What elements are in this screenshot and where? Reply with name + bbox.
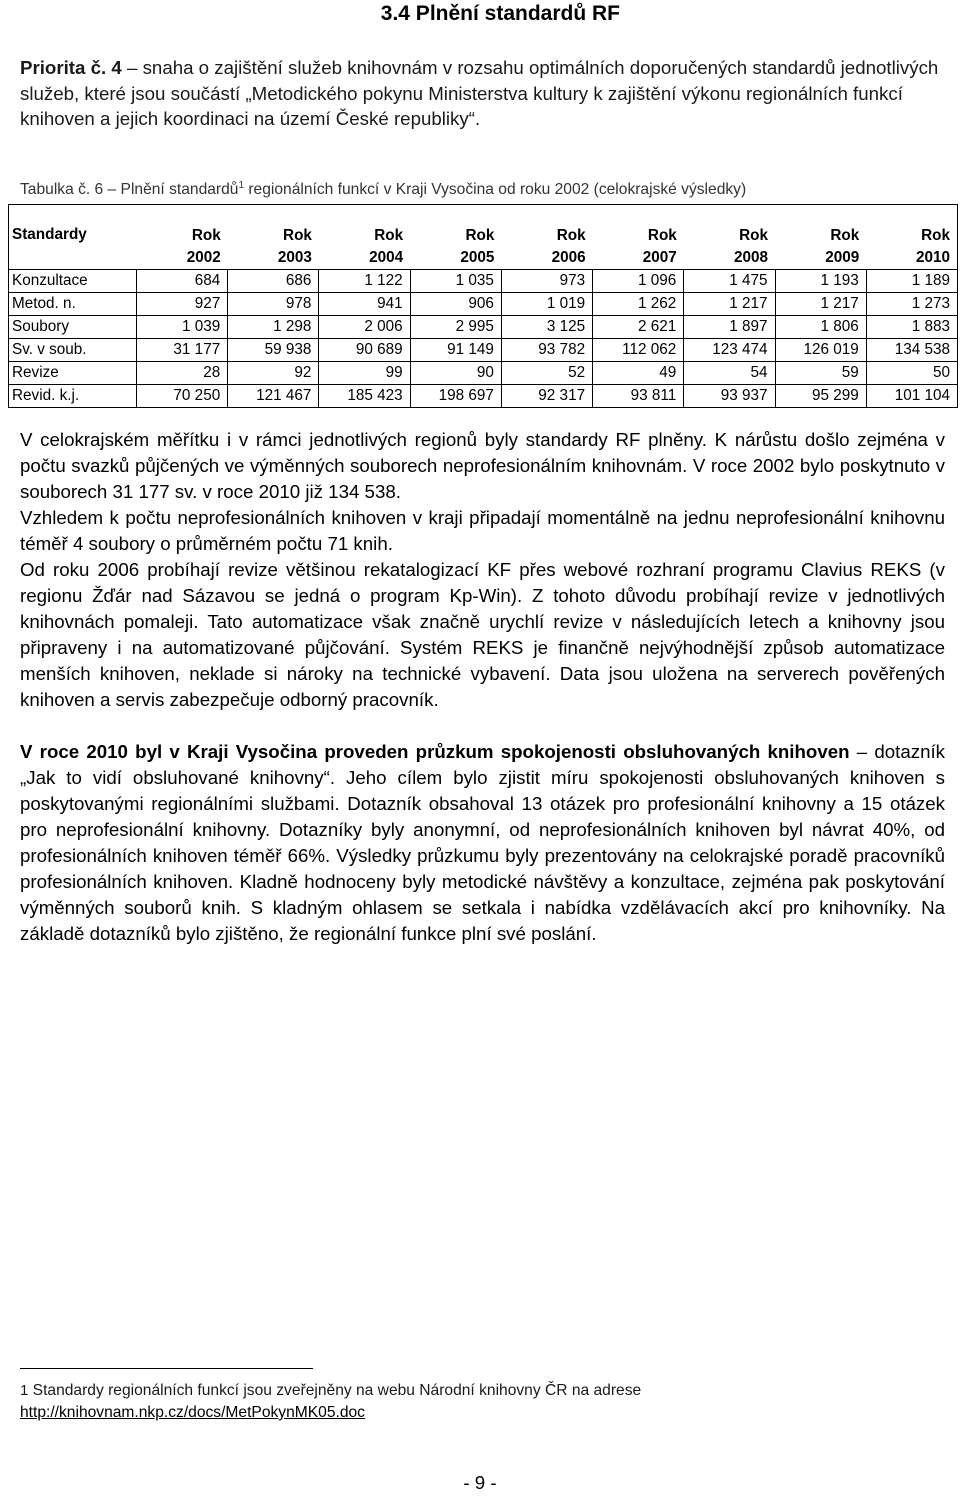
table-cell: 1 897 [684, 316, 775, 339]
table-cell: 49 [593, 362, 684, 385]
table-cell: 90 [410, 362, 501, 385]
table-cell: 2 621 [593, 316, 684, 339]
table-cell: 1 039 [137, 316, 228, 339]
table-row [9, 293, 958, 316]
header-year-2008 [684, 205, 775, 270]
table-row [9, 316, 958, 339]
table-cell: 93 937 [684, 385, 775, 408]
header-year-value: 2007 [642, 249, 677, 266]
priority-dash: – [121, 57, 143, 78]
header-year-value: 2005 [460, 249, 495, 266]
row-label: Metod. n. [9, 293, 137, 316]
header-rok-label: Rok [374, 227, 404, 244]
footnote [20, 1380, 641, 1424]
table-cell: 1 273 [866, 293, 957, 316]
row-label: Sv. v soub. [9, 339, 137, 362]
table-cell: 1 298 [228, 316, 319, 339]
priority-paragraph [20, 55, 940, 132]
row-label: Revid. k.j. [9, 385, 137, 408]
table-header-row [9, 205, 958, 270]
priority-label: Priorita č. 4 [20, 57, 122, 78]
table-cell: 93 811 [593, 385, 684, 408]
section-heading: 3.4 Plnění standardů RF [380, 2, 620, 25]
header-year-2006 [501, 205, 592, 270]
header-standardy: Standardy [12, 226, 87, 243]
footnote-number: 1 [20, 1382, 29, 1399]
paragraph-2: Vzhledem k počtu neprofesionálních knihoven v kraji připadají momentálně na jednu neprofesionální knihovnu téměř 4 soubory o průměrném počtu 71 knih. [20, 507, 945, 554]
table-cell: 686 [228, 270, 319, 293]
table-row [9, 339, 958, 362]
table-cell: 99 [319, 362, 410, 385]
table-cell: 95 299 [775, 385, 866, 408]
table-cell: 91 149 [410, 339, 501, 362]
paragraph-1: V celokrajském měřítku i v rámci jednotlivých regionů byly standardy RF plněny. K nárůstu došlo zejména v počtu svazků půjčených ve výměnných souborech neprofesionálním knihovnám. V roce 2002 bylo poskytnuto v souborech 31 177 sv. v roce 2010 již 134 538. [20, 429, 945, 502]
table-cell: 1 475 [684, 270, 775, 293]
table-cell: 1 189 [866, 270, 957, 293]
header-rok-label: Rok [830, 227, 860, 244]
table-cell: 1 262 [593, 293, 684, 316]
table-cell: 123 474 [684, 339, 775, 362]
header-rok-label: Rok [556, 227, 586, 244]
header-year-2010 [866, 205, 957, 270]
table-body [9, 270, 958, 408]
header-year-value: 2003 [277, 249, 312, 266]
header-rok-label: Rok [283, 227, 312, 244]
header-rok-label: Rok [921, 227, 950, 244]
table-cell: 50 [866, 362, 957, 385]
header-year-2003 [228, 205, 319, 270]
table-cell: 185 423 [319, 385, 410, 408]
header-year-2005 [410, 205, 501, 270]
table-cell: 927 [137, 293, 228, 316]
header-year-2002 [137, 205, 228, 270]
standards-table [8, 204, 958, 408]
table-cell: 1 193 [775, 270, 866, 293]
header-rok-label: Rok [739, 227, 769, 244]
table-cell: 134 538 [866, 339, 957, 362]
table-cell: 684 [137, 270, 228, 293]
table-cell: 973 [501, 270, 592, 293]
header-year-value: 2008 [734, 249, 769, 266]
table-cell: 126 019 [775, 339, 866, 362]
table-cell: 59 938 [228, 339, 319, 362]
body-text [20, 427, 945, 947]
table-cell: 59 [775, 362, 866, 385]
table-cell: 2 006 [319, 316, 410, 339]
paragraph-3: Od roku 2006 probíhají revize většinou rekatalogizací KF přes webové rozhraní programu Clavius REKS (v regionu Žďár nad Sázavou se jedná o program Kp-Win). Z tohoto důvodu probíhají revize v jednotlivých knihovnách pomaleji. Tato automatizace však značně urychlí revize v následujících letech a knihovny jsou připraveny i na automatizované půjčování. Systém REKS je finančně nejvýhodnější způsob automatizace menších knihoven, neklade si nároky na technické vybavení. Data jsou uložena na serverech pověřených knihoven a servis zabezpečuje odborný pracovník. [20, 559, 945, 710]
table-cell: 1 217 [775, 293, 866, 316]
table-caption [20, 180, 746, 199]
table-cell: 52 [501, 362, 592, 385]
table-caption-prefix: Tabulka č. 6 – Plnění standardů [20, 181, 239, 199]
table-cell: 941 [319, 293, 410, 316]
table-cell: 198 697 [410, 385, 501, 408]
table-cell: 92 [228, 362, 319, 385]
row-label: Revize [9, 362, 137, 385]
footnote-ref: 1 [238, 180, 245, 191]
table-cell: 906 [410, 293, 501, 316]
priority-text: snaha o zajištění služeb knihovnám v rozsahu optimálních doporučených standardů jednotlivých služeb, které jsou součástí „Metodického pokynu Ministerstva kultury k zajištění výkonu regionálních funkcí knihoven a jejich koordinaci na území České republiky“. [20, 57, 939, 129]
table-cell: 1 883 [866, 316, 957, 339]
table-row [9, 385, 958, 408]
header-year-value: 2006 [551, 249, 586, 266]
paragraph-4-bold: V roce 2010 byl v Kraji Vysočina proveden průzkum spokojenosti obsluhovaných knihoven [20, 741, 850, 762]
table-row [9, 362, 958, 385]
header-year-value: 2004 [369, 249, 404, 266]
table-cell: 978 [228, 293, 319, 316]
table-caption-suffix: regionálních funkcí v Kraji Vysočina od roku 2002 (celokrajské výsledky) [244, 181, 747, 199]
header-year-value: 2010 [915, 249, 950, 266]
footnote-text: Standardy regionálních funkcí jsou zveřejněny na webu Národní knihovny ČR na adrese [28, 1382, 642, 1399]
page-number: - 9 - [463, 1472, 497, 1493]
header-rok-label: Rok [191, 227, 221, 244]
paragraph-4 [20, 739, 945, 947]
table-cell: 1 122 [319, 270, 410, 293]
footnote-link[interactable]: http://knihovnam.nkp.cz/docs/MetPokynMK05.doc [20, 1404, 365, 1421]
table-row [9, 270, 958, 293]
table-cell: 90 689 [319, 339, 410, 362]
table-cell: 1 096 [593, 270, 684, 293]
table-cell: 2 995 [410, 316, 501, 339]
table-cell: 92 317 [501, 385, 592, 408]
table-cell: 1 806 [775, 316, 866, 339]
table-cell: 112 062 [593, 339, 684, 362]
table-cell: 101 104 [866, 385, 957, 408]
table-cell: 1 019 [501, 293, 592, 316]
table-cell: 3 125 [501, 316, 592, 339]
table-cell: 54 [684, 362, 775, 385]
table-cell: 70 250 [137, 385, 228, 408]
table-cell: 93 782 [501, 339, 592, 362]
table-cell: 1 217 [684, 293, 775, 316]
header-year-value: 2009 [825, 249, 860, 266]
header-rok-label: Rok [465, 227, 495, 244]
table-cell: 28 [137, 362, 228, 385]
table-cell: 31 177 [137, 339, 228, 362]
table-cell: 121 467 [228, 385, 319, 408]
header-year-2004 [319, 205, 410, 270]
header-year-2007 [593, 205, 684, 270]
table-cell: 1 035 [410, 270, 501, 293]
footnote-divider [20, 1368, 313, 1369]
header-year-value: 2002 [186, 249, 221, 266]
row-label: Soubory [9, 316, 137, 339]
header-year-2009 [775, 205, 866, 270]
row-label: Konzultace [9, 270, 137, 293]
header-rok-label: Rok [647, 227, 677, 244]
paragraph-4-rest: – dotazník „Jak to vidí obsluhované knihovny“. Jeho cílem bylo zjistit míru spokojenosti obsluhovaných knihoven s poskytovanými regionálními službami. Dotazník obsahoval 13 otázek pro profesionální knihovny a 15 otázek pro neprofesionální knihovny. Dotazníky byly anonymní, od neprofesionálních knihoven byl návrat 40%, od profesionálních knihoven téměř 66%. Výsledky průzkumu byly prezentovány na celokrajské poradě pracovníků profesionálních knihoven. Kladně hodnoceny byly metodické návštěvy a konzultace, zejména pak poskytování výměnných souborů knih. S kladným ohlasem se setkala i nabídka vzdělávacích akcí pro knihovníky. Na základě dotazníků bylo zjištěno, že regionální funkce plní své poslání. [20, 741, 946, 944]
